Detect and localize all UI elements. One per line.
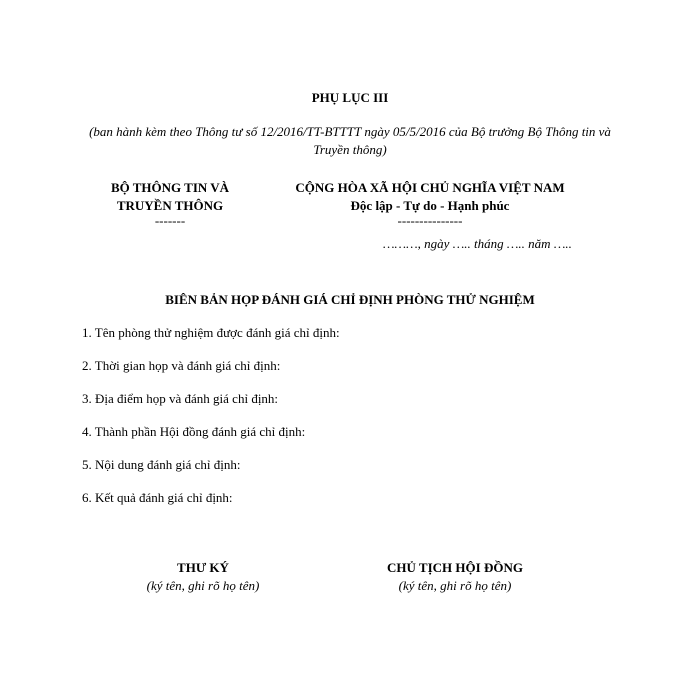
secretary-note: (ký tên, ghi rõ họ tên) (146, 578, 260, 593)
nation-motto: Độc lập - Tự do - Hạnh phúc (350, 198, 510, 213)
chair-title: CHỦ TỊCH HỘI ĐỒNG (387, 560, 523, 575)
item-list (82, 324, 340, 522)
list-item: 3. Địa điểm họp và đánh giá chỉ định: (82, 391, 279, 406)
national-header (265, 179, 595, 227)
secretary-signature (123, 559, 283, 595)
agency-rule: ------- (154, 213, 186, 228)
agency-name-line1: BỘ THÔNG TIN VÀ (110, 180, 230, 195)
list-item: 4. Thành phần Hội đồng đánh giá chỉ định: (82, 424, 306, 439)
nation-name: CỘNG HÒA XÃ HỘI CHỦ NGHĨA VIỆT NAM (295, 180, 565, 195)
chair-signature (355, 559, 555, 595)
list-item: 1. Tên phòng thử nghiệm được đánh giá chỉ định: (82, 325, 340, 340)
nation-rule: --------------- (397, 213, 463, 228)
issued-note: (ban hành kèm theo Thông tư số 12/2016/TT-BTTTT ngày 05/5/2016 của Bộ trưởng Bộ Thông tin và Truyền thông) (89, 124, 611, 157)
chair-note: (ký tên, ghi rõ họ tên) (398, 578, 512, 593)
appendix-title: PHỤ LỤC III (311, 90, 389, 105)
agency-name-line2: TRUYỀN THÔNG (116, 198, 224, 213)
document-title: BIÊN BẢN HỌP ĐÁNH GIÁ CHỈ ĐỊNH PHÒNG THỬ NGHIỆM (165, 292, 535, 307)
date-line: ………, ngày ….. tháng ….. năm ….. (383, 236, 572, 251)
agency-header (90, 179, 250, 227)
secretary-title: THƯ KÝ (177, 560, 229, 575)
list-item: 2. Thời gian họp và đánh giá chỉ định: (82, 358, 281, 373)
list-item: 5. Nội dung đánh giá chỉ định: (82, 457, 241, 472)
list-item: 6. Kết quả đánh giá chỉ định: (82, 490, 233, 505)
